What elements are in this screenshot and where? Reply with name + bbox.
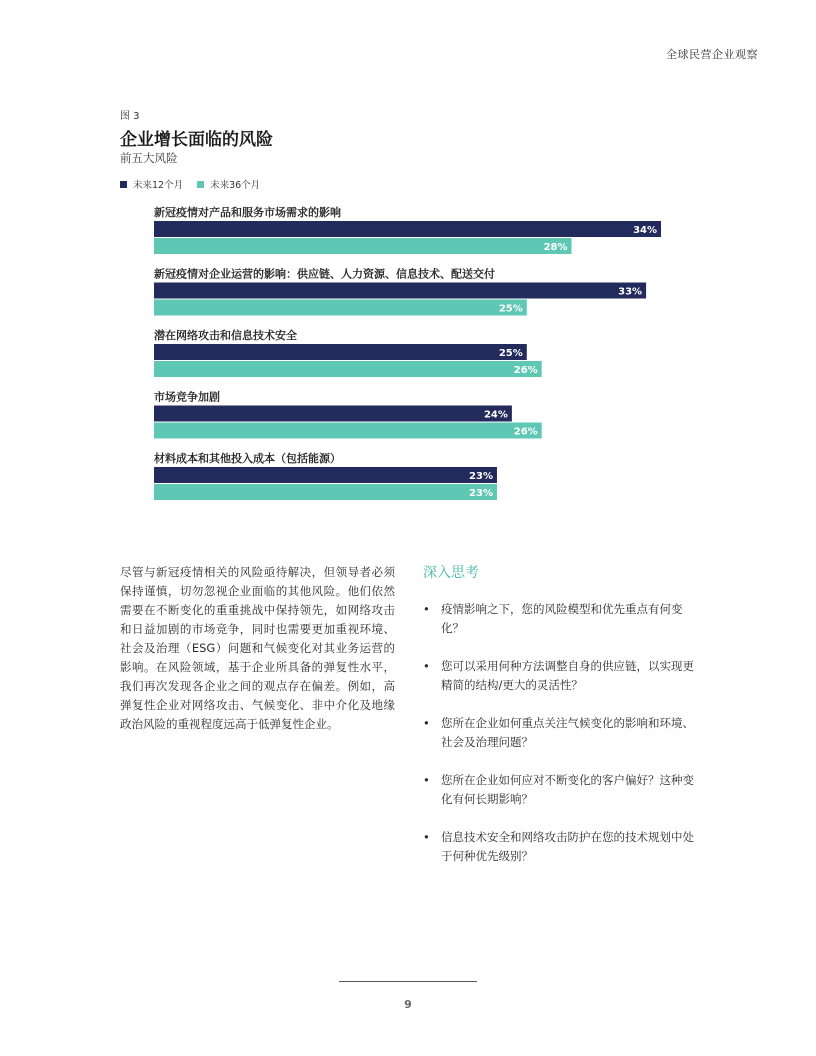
bullet-icon: • — [423, 830, 430, 844]
bar-12-months — [154, 344, 527, 360]
bar-value-label-36-months: 25% — [498, 303, 523, 315]
bullet-icon: • — [423, 773, 430, 787]
footer-divider — [339, 981, 477, 982]
bar-value-label-36-months: 26% — [513, 426, 538, 438]
bar-value-label-12-months: 23% — [469, 471, 493, 482]
bullet-icon: • — [423, 659, 430, 673]
report-header-title: 全球民营企业观察 — [666, 48, 758, 61]
category-label: 材料成本和其他投入成本（包括能源） — [154, 452, 341, 465]
risk-bar-chart — [0, 0, 816, 520]
category-label: 市场竞争加剧 — [154, 390, 220, 404]
bar-value-label-36-months: 28% — [543, 242, 568, 253]
bar-36-months — [154, 484, 497, 500]
legend-label-36-months: 未来36个月 — [210, 180, 261, 191]
bar-value-label-12-months: 33% — [618, 286, 643, 298]
bar-value-label-12-months: 34% — [633, 225, 657, 236]
bar-value-label-36-months: 26% — [513, 365, 538, 376]
bar-36-months — [154, 361, 542, 377]
figure-label: 图 3 — [120, 111, 140, 122]
question-text: 您所在企业如何重点关注气候变化的影响和环境、社会及治理问题？ — [441, 716, 694, 749]
question-text: 信息技术安全和网络攻击防护在您的技术规划中处于何种优先级别？ — [441, 830, 694, 863]
chart-title: 企业增长面临的风险 — [120, 130, 273, 150]
category-label: 潜在网络攻击和信息技术安全 — [154, 329, 297, 342]
page-number: 9 — [404, 998, 412, 1011]
question-text: 疫情影响之下，您的风险模型和优先重点有何变化？ — [441, 602, 683, 635]
question-text: 您可以采用何种方法调整自身的供应链，以实现更精简的结构/更大的灵活性？ — [441, 659, 694, 692]
bar-36-months — [154, 300, 527, 316]
question-item — [423, 714, 703, 752]
bar-36-months — [154, 238, 572, 254]
question-item — [423, 657, 703, 695]
bullet-icon: • — [423, 716, 430, 730]
question-text: 您所在企业如何应对不断变化的客户偏好？这种变化有何长期影响？ — [441, 773, 694, 806]
bar-value-label-12-months: 25% — [498, 348, 523, 359]
bar-12-months — [154, 221, 661, 237]
category-label: 新冠疫情对企业运营的影响：供应链、人力资源、信息技术、配送交付 — [154, 267, 495, 281]
bullet-icon: • — [423, 602, 430, 616]
deep-thinking-title: 深入思考 — [423, 565, 479, 581]
chart-subtitle: 前五大风险 — [120, 151, 178, 165]
question-item — [423, 600, 703, 638]
question-item — [423, 771, 703, 809]
question-item — [423, 828, 703, 866]
legend-label-12-months: 未来12个月 — [133, 180, 184, 191]
bar-36-months — [154, 423, 542, 439]
category-label: 新冠疫情对产品和服务市场需求的影响 — [154, 206, 341, 219]
bar-12-months — [154, 283, 646, 299]
bar-12-months — [154, 406, 512, 422]
bar-12-months — [154, 467, 497, 483]
bar-value-label-12-months: 24% — [483, 409, 508, 421]
body-paragraph: 尽管与新冠疫情相关的风险亟待解决，但领导者必须保持谨慎，切勿忽视企业面临的其他风险。他们依然需要在不断变化的重重挑战中保持领先，如网络攻击和日益加剧的市场竞争，同时也需要更加重视环境、社会及治理（ESG）问题和气候变化对其业务运营的影响。在风险领域，基于企业所具备的弹复性水平，我们再次发现各企业之间的观点存在偏差。例如，高弹复性企业对网络攻击、气候变化、非中介化及地缘政治风险的重视程度远高于低弹复性企业。 — [120, 565, 395, 731]
bar-value-label-36-months: 23% — [469, 488, 493, 499]
deep-thinking-list — [423, 600, 703, 885]
